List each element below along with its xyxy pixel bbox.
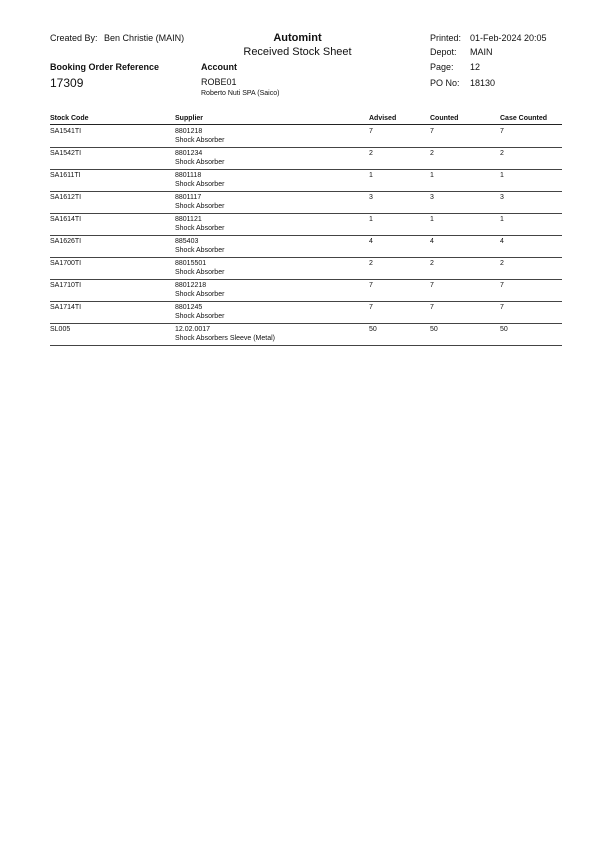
account-name: Roberto Nuti SPA (Saico) <box>201 90 280 97</box>
counted-cell: 2 <box>430 150 434 157</box>
supplier-code-cell: 12.02.0017 <box>175 326 211 333</box>
advised-cell: 2 <box>369 260 373 267</box>
stock-code-cell: SA1710TI <box>50 282 82 289</box>
supplier-code-cell: 8801118 <box>175 172 202 179</box>
supplier-code-cell: 8801121 <box>175 216 202 223</box>
table-row <box>50 257 562 280</box>
description-cell: Shock Absorber <box>175 269 225 276</box>
counted-cell: 7 <box>430 304 434 311</box>
description-cell: Shock Absorber <box>175 225 225 232</box>
table-row <box>50 323 562 346</box>
table-row <box>50 279 562 302</box>
table-row <box>50 191 562 214</box>
col-supplier: Supplier <box>175 115 204 122</box>
case-counted-cell: 1 <box>500 172 504 179</box>
table-row <box>50 147 562 170</box>
case-counted-cell: 1 <box>500 216 504 223</box>
case-counted-cell: 3 <box>500 194 504 201</box>
created-by-value: Ben Christie (MAIN) <box>104 33 185 43</box>
stock-code-cell: SA1714TI <box>50 304 82 311</box>
booking-ref-value: 17309 <box>50 76 84 90</box>
sheet-title: Received Stock Sheet <box>243 46 352 58</box>
case-counted-cell: 7 <box>500 304 504 311</box>
stock-code-cell: SA1612TI <box>50 194 82 201</box>
depot-label: Depot: <box>430 47 457 57</box>
stock-code-cell: SA1700TI <box>50 260 82 267</box>
booking-ref-label: Booking Order Reference <box>50 62 160 72</box>
page-number: 12 <box>470 62 481 72</box>
description-cell: Shock Absorber <box>175 313 225 320</box>
page-label: Page: <box>430 62 454 72</box>
case-counted-cell: 2 <box>500 150 504 157</box>
created-by <box>50 33 184 43</box>
table-row <box>50 301 562 324</box>
supplier-code-cell: 8801245 <box>175 304 203 311</box>
case-counted-cell: 7 <box>500 128 504 135</box>
description-cell: Shock Absorber <box>175 291 225 298</box>
counted-cell: 1 <box>430 216 434 223</box>
supplier-code-cell: 88015501 <box>175 260 207 267</box>
account-code: ROBE01 <box>201 77 237 87</box>
col-advised: Advised <box>369 115 397 122</box>
description-cell: Shock Absorber <box>175 159 225 166</box>
advised-cell: 50 <box>369 326 377 333</box>
advised-cell: 7 <box>369 304 373 311</box>
advised-cell: 1 <box>369 172 373 179</box>
advised-cell: 2 <box>369 150 373 157</box>
company-name: Automint <box>273 32 322 44</box>
advised-cell: 7 <box>369 282 373 289</box>
account-label: Account <box>201 62 237 72</box>
supplier-code-cell: 8801218 <box>175 128 203 135</box>
stock-code-cell: SA1542TI <box>50 150 82 157</box>
counted-cell: 3 <box>430 194 434 201</box>
counted-cell: 50 <box>430 326 438 333</box>
counted-cell: 7 <box>430 282 434 289</box>
table-row <box>50 213 562 236</box>
stock-code-cell: SA1614TI <box>50 216 82 223</box>
case-counted-cell: 2 <box>500 260 504 267</box>
case-counted-cell: 4 <box>500 238 504 245</box>
supplier-code-cell: 885403 <box>175 238 199 245</box>
advised-cell: 3 <box>369 194 373 201</box>
stock-code-cell: SA1626TI <box>50 238 82 245</box>
description-cell: Shock Absorbers Sleeve (Metal) <box>175 335 275 342</box>
counted-cell: 2 <box>430 260 434 267</box>
po-number: 18130 <box>470 78 496 88</box>
counted-cell: 7 <box>430 128 434 135</box>
counted-cell: 4 <box>430 238 434 245</box>
case-counted-cell: 7 <box>500 282 504 289</box>
stock-code-cell: SA1541TI <box>50 128 82 135</box>
col-stock-code: Stock Code <box>50 115 89 122</box>
stock-code-cell: SL005 <box>50 326 71 333</box>
description-cell: Shock Absorber <box>175 203 225 210</box>
printed-label: Printed: <box>430 33 462 43</box>
case-counted-cell: 50 <box>500 326 508 333</box>
created-by-label: Created By: <box>50 33 98 43</box>
col-counted: Counted <box>430 115 459 122</box>
description-cell: Shock Absorber <box>175 137 225 144</box>
table-row <box>50 235 562 258</box>
supplier-code-cell: 8801117 <box>175 194 202 201</box>
description-cell: Shock Absorber <box>175 247 225 254</box>
description-cell: Shock Absorber <box>175 181 225 188</box>
advised-cell: 7 <box>369 128 373 135</box>
po-label: PO No: <box>430 78 460 88</box>
depot-value: MAIN <box>470 47 493 57</box>
advised-cell: 1 <box>369 216 373 223</box>
stock-code-cell: SA1611TI <box>50 172 81 179</box>
advised-cell: 4 <box>369 238 373 245</box>
table-row <box>50 169 562 192</box>
printed-value: 01-Feb-2024 20:05 <box>470 33 547 43</box>
supplier-code-cell: 88012218 <box>175 282 207 289</box>
supplier-code-cell: 8801234 <box>175 150 203 157</box>
counted-cell: 1 <box>430 172 434 179</box>
col-case-counted: Case Counted <box>500 115 548 122</box>
table-row <box>50 125 562 148</box>
